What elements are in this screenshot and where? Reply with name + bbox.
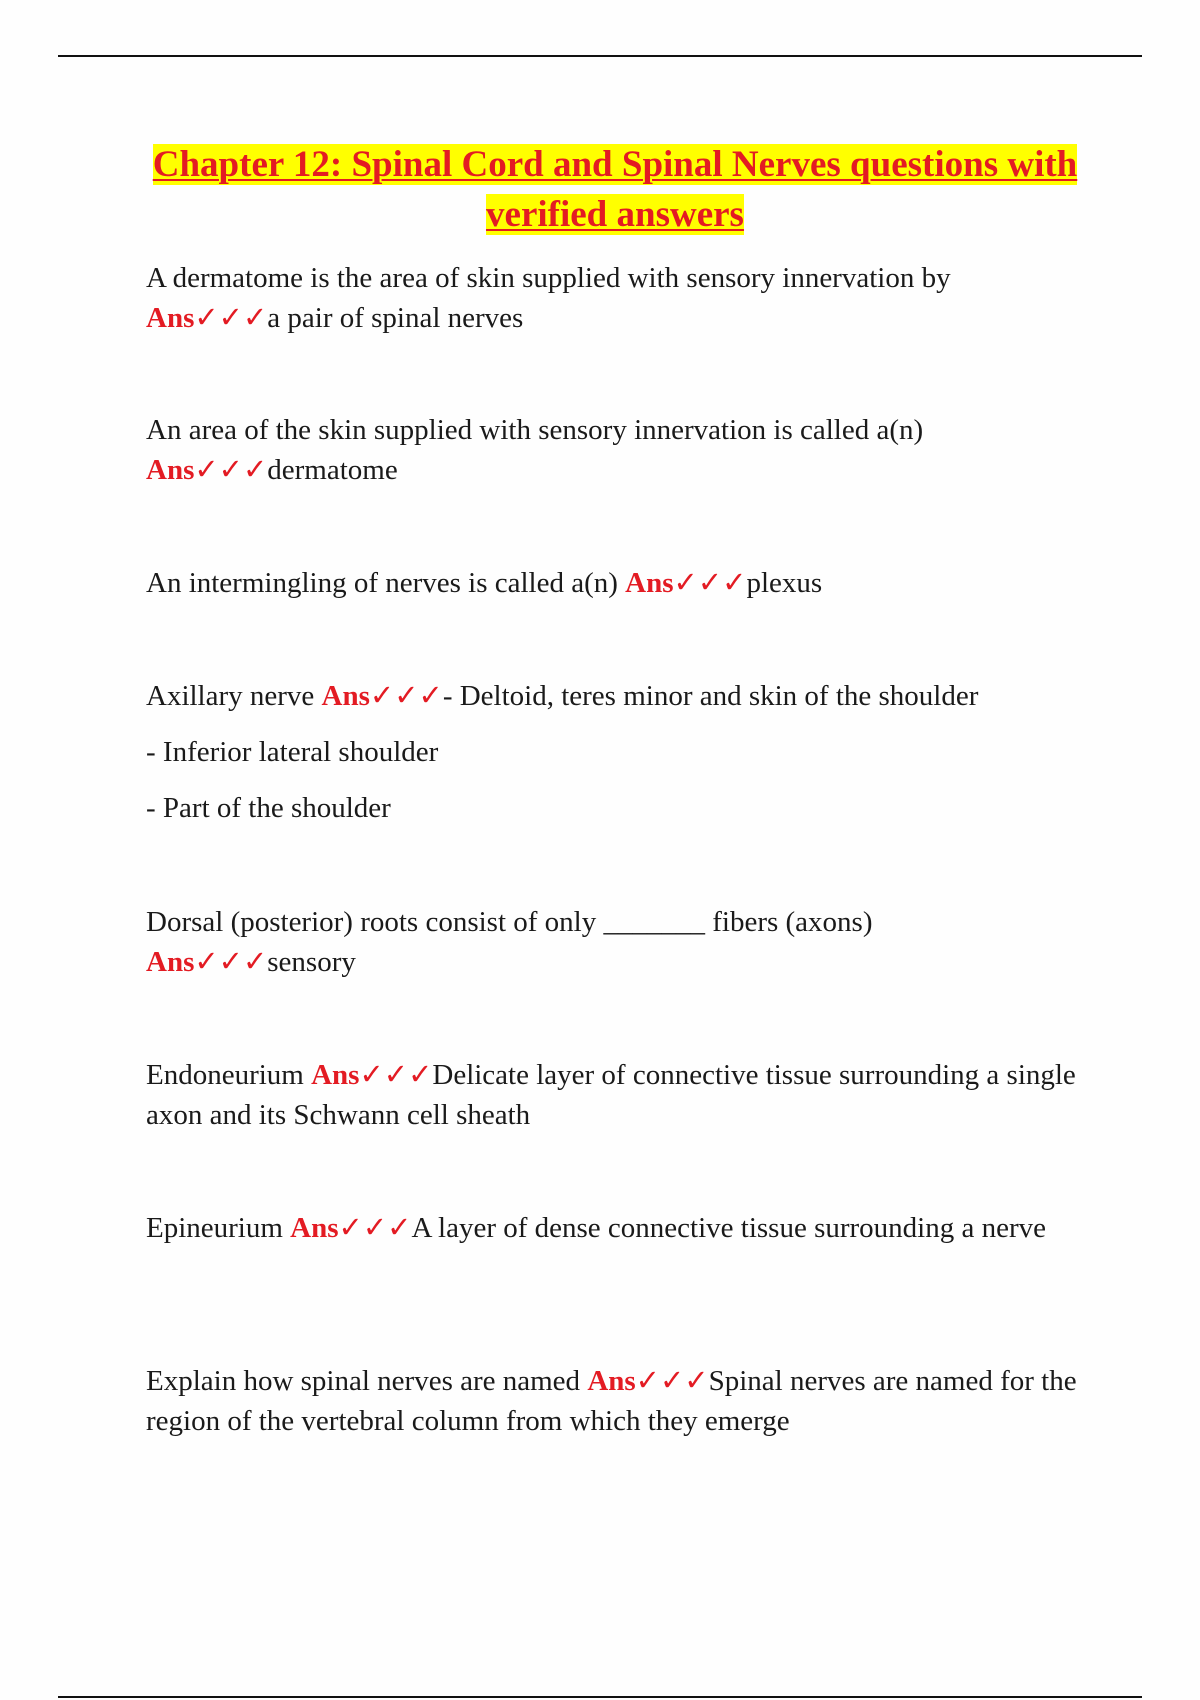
check-icon: ✓✓✓ xyxy=(359,1059,433,1091)
ans-label: Ans xyxy=(146,302,195,334)
check-icon: ✓✓✓ xyxy=(635,1365,709,1397)
question-text: Dorsal (posterior) roots consist of only _______ fibers (axons) xyxy=(146,906,873,938)
check-icon: ✓✓✓ xyxy=(673,567,747,599)
question-text: An intermingling of nerves is called a(n) xyxy=(146,567,618,599)
qa-item xyxy=(146,1361,1096,1441)
ans-label: Ans xyxy=(311,1059,360,1091)
qa-paragraph xyxy=(146,1208,1096,1248)
qa-item xyxy=(146,563,1096,603)
check-icon: ✓✓✓ xyxy=(194,302,268,334)
qa-paragraph xyxy=(146,410,1096,490)
qa-item xyxy=(146,1208,1096,1248)
question-text: Epineurium xyxy=(146,1212,283,1244)
qa-item xyxy=(146,410,1096,490)
ans-label: Ans xyxy=(146,946,195,978)
check-icon: ✓✓✓ xyxy=(194,454,268,486)
answer-text: sensory xyxy=(267,946,356,978)
check-icon: ✓✓✓ xyxy=(369,680,443,712)
answer-text: dermatome xyxy=(267,454,398,486)
check-icon: ✓✓✓ xyxy=(194,946,268,978)
qa-paragraph xyxy=(146,1361,1096,1441)
qa-paragraph xyxy=(146,563,1096,603)
top-rule xyxy=(58,55,1142,57)
title-block xyxy=(100,140,1130,240)
answer-text: plexus xyxy=(746,567,823,599)
answer-text: Spinal nerves are named for the region of the vertebral column from which they emerge xyxy=(146,1365,1077,1437)
ans-label: Ans xyxy=(290,1212,339,1244)
answer-text: A layer of dense connective tissue surrounding a nerve xyxy=(411,1212,1047,1244)
qa-paragraph xyxy=(146,902,1096,982)
question-text: Endoneurium xyxy=(146,1059,304,1091)
answer-text: Delicate layer of connective tissue surrounding a single axon and its Schwann cell sheath xyxy=(146,1059,1076,1131)
qa-item xyxy=(146,258,1096,338)
ans-label: Ans xyxy=(587,1365,636,1397)
answer-subline: - Part of the shoulder xyxy=(146,792,391,824)
question-text: Explain how spinal nerves are named xyxy=(146,1365,581,1397)
ans-label: Ans xyxy=(321,680,370,712)
answer-subline: - Inferior lateral shoulder xyxy=(146,736,439,768)
question-text: Axillary nerve xyxy=(146,680,315,712)
question-text: An area of the skin supplied with sensory innervation is called a(n) xyxy=(146,414,924,446)
qa-paragraph xyxy=(146,258,1096,338)
bottom-rule xyxy=(58,1696,1142,1698)
answer-text: - Deltoid, teres minor and skin of the shoulder xyxy=(442,680,979,712)
question-text: A dermatome is the area of skin supplied with sensory innervation by xyxy=(146,262,951,294)
qa-item xyxy=(146,1055,1096,1135)
ans-label: Ans xyxy=(625,567,674,599)
qa-item xyxy=(146,902,1096,982)
page-title: Chapter 12: Spinal Cord and Spinal Nerves questions with verified answers xyxy=(152,144,1078,235)
check-icon: ✓✓✓ xyxy=(338,1212,412,1244)
qa-paragraph xyxy=(146,676,1096,716)
ans-label: Ans xyxy=(146,454,195,486)
answer-text: a pair of spinal nerves xyxy=(267,302,524,334)
qa-item xyxy=(146,676,1096,828)
qa-paragraph xyxy=(146,1055,1096,1135)
